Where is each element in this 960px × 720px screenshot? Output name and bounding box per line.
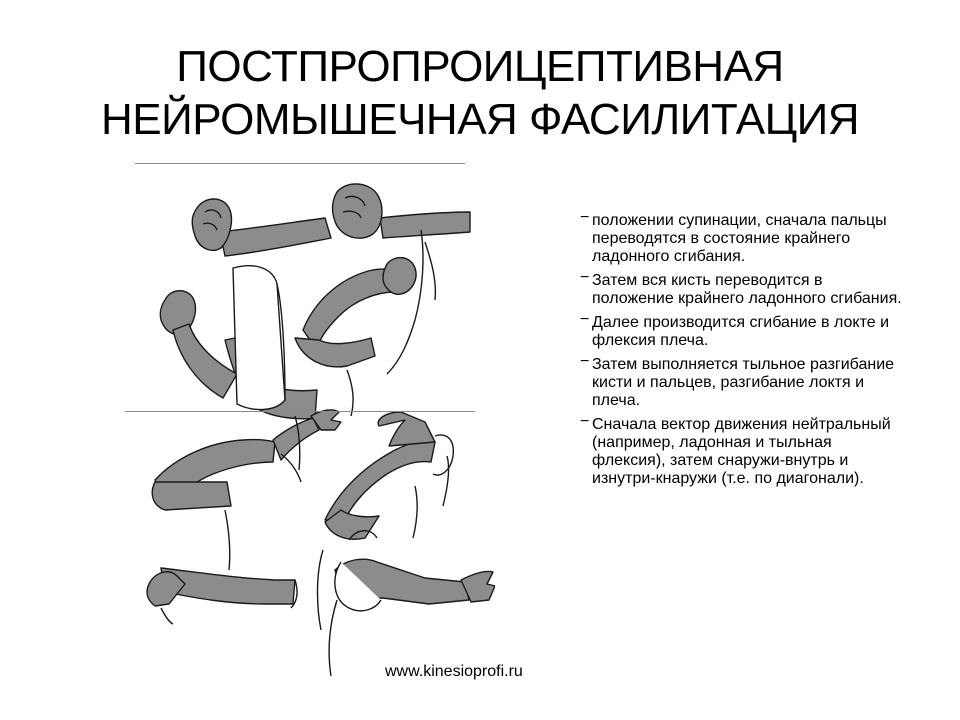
bullet-marker: − [580,353,590,370]
slide-title-line-2: НЕЙРОМЫШЕЧНАЯ ФАСИЛИТАЦИЯ [100,95,860,144]
instruction-text: Сначала вектор движения нейтральный (например, ладонная и тыльная флексия), затем снаружи-внутрь и изнутри-кнаружи (т.е. по диагонали). [592,416,891,487]
bullet-marker: − [580,311,590,328]
instruction-text: Затем вся кисть переводится в положение крайнего ладонного сгибания. [592,272,902,307]
instruction-text: положении супинации, сначала пальцы переводятся в состояние крайнего ладонного сгибания. [592,212,887,265]
arm-figure-7 [147,568,297,624]
bullet-marker: − [580,209,590,226]
bullet-marker: − [580,413,590,430]
arm-figure-4 [295,230,423,416]
middle-divider [125,411,475,412]
instruction-item [578,209,908,266]
bullet-marker: − [580,269,590,286]
arm-figure-8 [318,531,496,676]
instruction-item [578,269,908,308]
slide-title [60,40,900,146]
instruction-item [578,353,908,410]
instruction-item [578,413,908,488]
arm-exercise-illustrations [125,160,495,680]
arm-figure-6 [325,412,453,539]
arm-figure-1 [192,199,331,256]
instruction-text: Затем выполняется тыльное разгибание кисти и пальцев, разгибание локтя и плеча. [592,356,895,409]
footer-website-link[interactable]: www.kinesioprofi.ru [385,663,523,680]
instruction-text: Далее производится сгибание в локте и флексия плеча. [592,314,889,349]
arm-figure-5 [152,410,341,570]
instruction-list [578,209,908,494]
instruction-item [578,311,908,350]
slide-title-line-1: ПОСТПРОПРОИЦЕПТИВНАЯ [176,42,784,91]
arm-figure-3 [160,266,317,419]
